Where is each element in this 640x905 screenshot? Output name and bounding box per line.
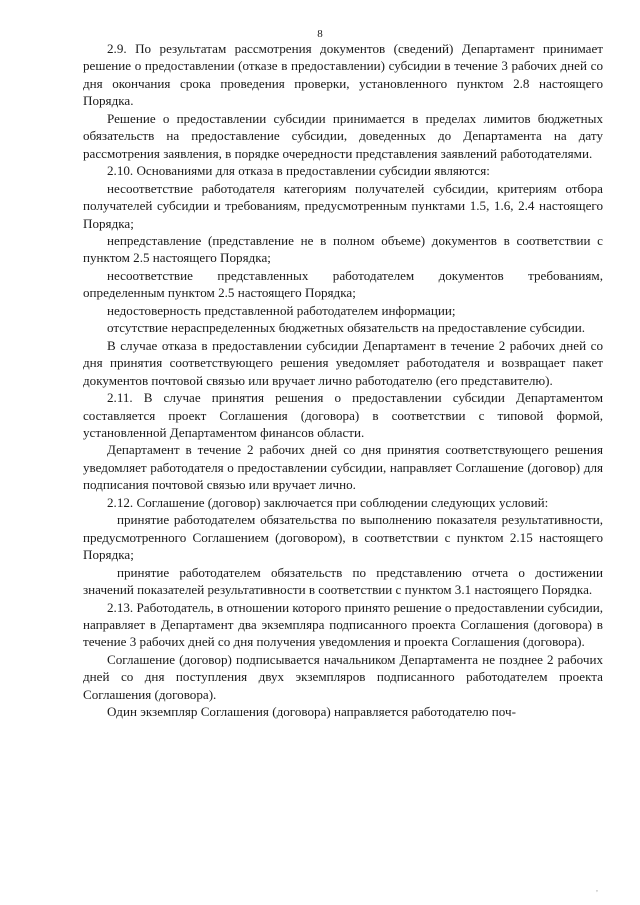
paragraph-2-11: 2.11. В случае принятия решения о предоставлении субсидии Департаментом составляется проект Соглашения (договора) в соответствии с типовой формой, установленной Департаментом финансов области. — [83, 390, 603, 440]
paragraph-2-13: 2.13. Работодатель, в отношении которого принято решение о предоставлении субсидии, направляет в Департамент два экземпляра подписанного проекта Соглашения (договора) в течение 3 рабочих дней со дня получения уведомления и проекта Соглашения (договора). — [83, 599, 603, 650]
paragraph-subsidy-decision: Решение о предоставлении субсидии принимается в пределах лимитов бюджетных обязательств на предоставление субсидии, доведенных до Департамента на дату рассмотрения заявления, в порядке очередности представления заявлений работодателями. — [83, 110, 603, 161]
list-item-missing-documents: непредставление (представление не в полном объеме) документов в соответствии с пунктом 2.5 настоящего Порядка; — [83, 232, 603, 266]
list-item-report-obligation: принятие работодателем обязательств по представлению отчета о достижении значений показателей результативности в соответствии с пунктом 3.1 настоящего Порядка. — [83, 564, 603, 598]
list-item-mismatch-category: несоответствие работодателя категориям получателей субсидии, критериям отбора получателей субсидии и требованиям, предусмотренным пунктами 1.5, 1.6, 2.4 настоящего Порядка; — [83, 180, 603, 231]
list-item-inaccurate-info: недостоверность представленной работодателем информации; — [107, 302, 456, 318]
paragraph-2-12: 2.12. Соглашение (договор) заключается при соблюдении следующих условий: — [107, 494, 549, 510]
list-item-performance-obligation: принятие работодателем обязательства по выполнению показателя результативности, предусмотренного Соглашением (договором), в соответствии с пунктом 2.15 настоящего Порядка; — [83, 512, 603, 563]
list-item-documents-mismatch: несоответствие представленных работодателем документов требованиям, определенным пунктом 2.5 настоящего Порядка; — [83, 267, 603, 301]
paragraph-signing: Соглашение (договор) подписывается начальником Департамента не позднее 2 рабочих дней со дня поступления двух экземпляров подписанного работодателем проекта Соглашения (договора). — [83, 651, 603, 702]
document-body — [83, 40, 603, 721]
page-number: 8 — [317, 28, 323, 40]
scan-mark: , — [596, 884, 598, 893]
paragraph-notify-employer: Департамент в течение 2 рабочих дней со дня принятия соответствующего решения уведомляет работодателя о предоставлении субсидии, направляет Соглашение (договор) для подписания почтовой связью или вручает лично. — [83, 442, 603, 493]
paragraph-refusal-notice: В случае отказа в предоставлении субсидии Департамент в течение 2 рабочих дней со дня принятия соответствующего решения уведомляет работодателя и возвращает пакет документов почтовой связью или вручает лично работодателю (его представителю). — [83, 337, 603, 388]
paragraph-copy-sent: Один экземпляр Соглашения (договора) направляется работодателю поч- — [107, 704, 516, 720]
paragraph-2-9: 2.9. По результатам рассмотрения документов (сведений) Департамент принимает решение о предоставлении (отказе в предоставлении) субсидии в течение 3 рабочих дней со дня окончания срока проведения проверки, установленного пунктом 2.8 настоящего Порядка. — [83, 41, 603, 109]
paragraph-2-10: 2.10. Основаниями для отказа в предоставлении субсидии являются: — [107, 163, 490, 179]
list-item-no-budget: отсутствие нераспределенных бюджетных обязательств на предоставление субсидии. — [107, 320, 586, 336]
